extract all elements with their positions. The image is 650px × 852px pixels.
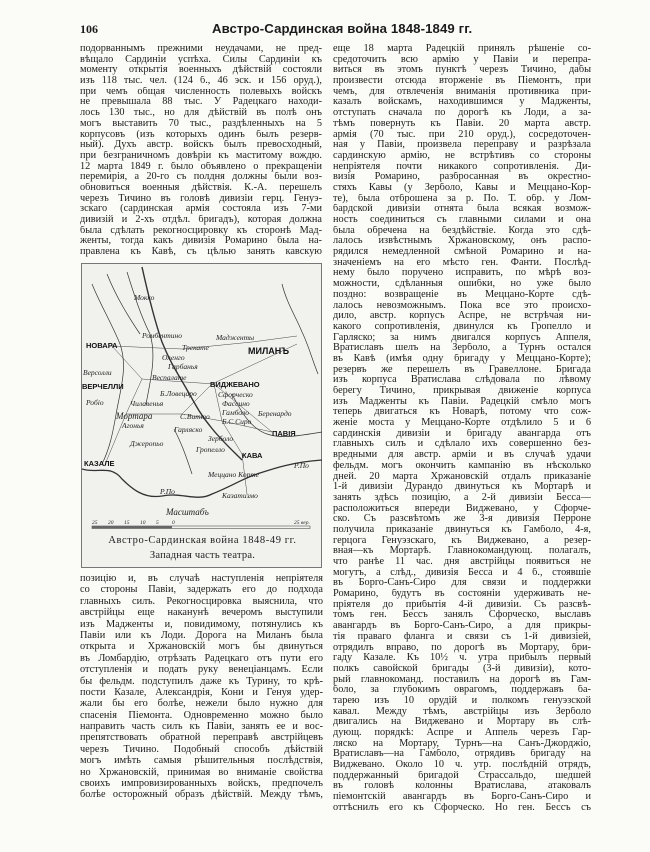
text-line: кавал. Между тѣмъ, австрійцы изъ Зерболо [333, 706, 591, 717]
text-line: корпусовъ (изъ которыхъ одинъ былъ резерв- [80, 129, 322, 140]
text-line: была сдѣлать рекогносцировку къ сторонѣ Мад- [80, 225, 322, 236]
map-label: Робіо [86, 398, 104, 407]
text-line: лалось извѣстнымъ Хржановскому, онъ распо- [333, 236, 591, 247]
text-line: какого сопротивленія, двинулся къ Гропелло и [333, 321, 591, 332]
text-line: дней. 20 марта Хржановскій отдалъ приказаніе [333, 471, 591, 482]
text-line: женты, тогда какъ дивизія Ромарино была на- [80, 236, 322, 247]
map-label: Фассино [222, 399, 250, 408]
text-line: дивизій и 2-хъ отдѣл. бригадъ), которая должна [80, 215, 322, 225]
scale-tick: 5 [156, 520, 159, 526]
text-line: томъ ген. Бессъ занялъ Сфорческо, выславъ [333, 610, 591, 621]
text-line: пріятеля до прибытія 4-й дивизіи. Съ разсвѣ- [333, 599, 591, 610]
text-line: 12 марта 1849 г. было объявлено о прекращеніи [80, 161, 322, 172]
text-line: при безграничномъ довѣріи къ маститому вождю. [80, 150, 322, 161]
text-line: что ранѣе 11 час. дня австрійцы появиться не [333, 557, 591, 567]
text-line: казалъ войскамъ, находившимся у Мадженты, [333, 97, 591, 108]
text-line: но Хржановскій, принимая во вниманіе свойства [80, 766, 323, 778]
map-label: Беренардо [258, 409, 292, 418]
text-line: тарею изъ 10 орудій и полкомъ генуэзской [333, 695, 591, 706]
text-line: получила приказаніе двинуться къ Гамболо, 4-я, [333, 524, 591, 535]
text-line: въ Борго-Санъ-Сиро для связи и поддержки [333, 578, 591, 589]
text-line: произвести отсюда вторженіе въ Піемонтъ, при [333, 76, 591, 87]
text-line: ско. Съ разсвѣтомъ же 3-я дивизія Перроне [333, 514, 591, 525]
text-line: рый главнокоманд. поставилъ на дорогѣ въ Гам- [333, 674, 591, 685]
text-line: австрійцы еще наканунѣ вечеромъ выступили [80, 607, 323, 619]
text-line: изъ Мадженты къ Павіи. Радецкій смѣло могъ [333, 396, 591, 407]
map-label: НОВАРА [86, 341, 118, 350]
map-drawing [82, 264, 323, 569]
text-line: изъ Мадженты и, повидимому, потянулись къ [80, 618, 323, 630]
text-line: изъ корпуса Вратислава слѣдовала по лѣвому [333, 375, 591, 386]
map-label: Казатизмо [222, 491, 258, 500]
scale-end: 25 вер. [294, 520, 310, 526]
text-line: спасенія Піемонта. Одновременно можно было [80, 709, 323, 721]
text-line: чемъ, для отвлеченія вниманія противника при- [333, 86, 591, 97]
map-label: Трекате [182, 343, 209, 352]
text-line: въ Ломбардію, отрѣзать Радецкаго отъ пути его [80, 652, 323, 664]
text-line: жали бы его болѣе, нежели было нужно для [80, 698, 323, 710]
text-line: ный). Духъ австр. войскъ былъ превосходный, [80, 140, 322, 151]
map-label: Б.С.Сиро [222, 417, 252, 426]
map-label: Гарбанья [168, 362, 198, 371]
text-line: Павіи или къ Лоди. Дорога на Миланъ была [80, 629, 323, 641]
map-label: Оленго [162, 353, 185, 362]
text-line: позицію и, въ случаѣ наступленія непріятеля [80, 573, 323, 584]
text-line: виться въ этомъ пунктѣ черезъ Тичино, дабы [333, 65, 591, 76]
text-line: бы фельдм. подступилъ даже къ Турину, то крѣ- [80, 675, 323, 687]
scale-bar-fill [92, 526, 172, 529]
text-line: рядился немедленной смѣной Ромарино и на- [333, 247, 591, 258]
text-line: расположиться впереди Виджевано, у Сфорче- [333, 503, 591, 514]
text-line: визія Ромарино, разбросанная въ окрестно- [333, 172, 591, 183]
text-line: поддержанный бригадой Страссальдо, шедшей [333, 770, 591, 781]
map-caption-title: Австро-Сардинская война 1848-49 гг. [108, 535, 297, 546]
right-column-text [333, 44, 591, 814]
text-line: обновиться военныя дѣйствія. К.-А. перешелъ [80, 182, 322, 193]
text-line: боло, за глубокимъ оврагомъ, поддержавъ ба- [333, 685, 591, 696]
text-line: открыта и Хржановскій могъ бы двинуться [80, 641, 323, 653]
text-line: отрядилъ вправо, по дорогѣ въ Мортару, бри- [333, 642, 591, 653]
text-line: тія праваго фланга и связи съ 1-й дивизіей, [333, 631, 591, 642]
text-line: ная у Павіи, произвела переправу и разрѣзала [333, 140, 591, 151]
map-label: Меццано Корте [208, 470, 259, 479]
map-figure [81, 263, 322, 568]
text-line: тѣмъ повернуть къ Павіи. 20 марта австр. [333, 118, 591, 129]
text-line: фельдм. могъ окончить кампанію въ нѣсколько [333, 460, 591, 471]
text-line: черезъ Тичино. Подобный способъ дѣйствій [80, 743, 323, 755]
text-line: могъ имѣть самыя рѣшительныя послѣдствія, [80, 755, 323, 767]
text-line: отступать сначала по дорогѣ къ Лоди, а за- [333, 108, 591, 119]
left-column-top-text [80, 44, 322, 258]
text-line: поздно: возвращеніе въ Меццано-Корте сдѣ- [333, 289, 591, 300]
map-label: С.Витто [180, 412, 210, 421]
text-line: правлена къ Кавѣ, съ цѣлью занять кавскую [80, 247, 322, 258]
scale-ticks [92, 520, 310, 526]
text-line: полкъ савойской бригады (3-й дивизіи), кото- [333, 663, 591, 674]
text-line: бардской дивизіи отнята была всякая возмож- [333, 204, 591, 215]
text-line: 1-й дивизіи Дурандо двинуться къ Мортарѣ и [333, 482, 591, 493]
river-terdoppio [174, 429, 192, 474]
scale-title: Масштабъ [166, 507, 209, 517]
map-label: Р.По [294, 461, 309, 470]
text-line: дило, австр. корпусъ Аспре, не встрѣчая ни- [333, 311, 591, 322]
text-line: авангардъ въ Борго-Санъ-Сиро, а для прикры- [333, 621, 591, 632]
text-line: Вратиславъ шелъ на Зерболо, а Турнъ остался [333, 343, 591, 354]
text-line: главныхъ силъ. Рекогносцировка выяснила, что [80, 595, 323, 607]
text-line: теперь двигаться къ Новарѣ, потому что сож- [333, 407, 591, 418]
text-line: оттѣснилъ его къ Сфорческо. Но ген. Бессъ съ [333, 802, 591, 813]
text-line: нему было поручено исправить, по мѣрѣ воз- [333, 268, 591, 279]
text-line: могутъ, а слѣд., дивизія Бесса и 4 б., стоявшіе [333, 567, 591, 578]
text-line: болѣе осторожный образъ дѣйствій. Между тѣмъ, [80, 789, 323, 801]
text-line: своихъ импровизированныхъ войскъ, предпочелъ [80, 778, 323, 790]
text-line: непріятеля почти никакого сопротивленія. Ди- [333, 161, 591, 172]
text-line: препятствовать обратной переправѣ австрійцевъ [80, 732, 323, 744]
text-line: Гарляско; за нимъ двигался корпусъ Аппеля, [333, 332, 591, 343]
map-label: Гропелло [196, 445, 225, 454]
map-label: Б.Ловецаро [160, 389, 197, 398]
text-line: стяхъ Кавы (у Зерболо, Кавы и Меццано-Кор- [333, 182, 591, 193]
map-label: КАЗАЛЕ [84, 459, 115, 468]
map-label: Гамболо [222, 408, 249, 417]
scale-tick: 20 [108, 520, 114, 526]
map-label: Мокко [134, 293, 155, 302]
map-label: Мадженты [216, 333, 255, 342]
text-line: можности, сдѣланныя ошибки, но уже было [333, 279, 591, 290]
text-line: те), была отброшена за р. По. Т. обр. у Лом- [333, 193, 591, 204]
text-line: ность соединиться съ главными силами и она [333, 215, 591, 225]
text-line: моменту открытія военныхъ дѣйствій состояли [80, 65, 322, 76]
text-line: Вратиславъ—на Гамболо, отрядивъ бригаду на [333, 749, 591, 760]
map-label: МИЛАНЪ [248, 346, 290, 356]
text-line: въ Кавѣ (имѣя одну бригаду у Меццано-Корте); [333, 353, 591, 364]
text-line: ляско на Мортару, Турнъ—на Санъ-Джорджіо, [333, 738, 591, 749]
map-label: Ромбентино [142, 331, 183, 340]
left-column-bottom-text [80, 573, 323, 801]
text-line: Виджевано. Около 10 ч. утр. послѣдній отрядъ, [333, 760, 591, 771]
text-line: главныхъ силъ и сдѣлало ихъ совершенно без- [333, 439, 591, 450]
map-label: ПАВІЯ [272, 429, 296, 438]
text-line: дующ. порядкѣ: Аспре и Аппель черезъ Гар- [333, 728, 591, 738]
text-line: гаду Казале. Къ 10½ ч. утра прибылъ первый [333, 653, 591, 664]
text-line: вѣщало Сардиніи успѣха. Силы Сардиніи къ [80, 54, 322, 65]
text-line: піемонтскій авангардъ въ Борго-Санъ-Сиро и [333, 792, 591, 803]
map-label: Версолли [83, 368, 112, 377]
river-lambro [282, 284, 318, 374]
map-label: Сфорческо [218, 390, 253, 399]
text-line: армія (70 тыс. при 210 оруд.), сосредоточен- [333, 129, 591, 140]
text-line: герцога Генуэзскаго, къ Виджевано, а резер- [333, 535, 591, 546]
text-line: берегу Тичино, прикрывая движеніе корпуса [333, 386, 591, 396]
text-line: лалось невозможнымъ. Пока все это происхо- [333, 300, 591, 311]
text-line: вредными для австр. арміи и въ случаѣ удачи [333, 450, 591, 461]
text-line: со стороны Павіи, задержать его до подхода [80, 584, 323, 596]
text-line: лось 130 тыс., но для дѣйствій въ полѣ онъ [80, 108, 322, 119]
text-line: перемирія, а 20-го съ полдня должны были воз- [80, 172, 322, 183]
map-label: Зерболо [208, 434, 234, 443]
text-line: значеніемъ на его мѣсто ген. Фанти. Послѣд- [333, 257, 591, 268]
map-label: ВИДЖЕВАНО [210, 380, 260, 389]
text-line: еще 18 марта Радецкій принялъ рѣшеніе со- [333, 44, 591, 54]
text-line: была обречена на бездѣйствіе. Когда это сдѣ- [333, 225, 591, 236]
map-label: Гарляско [174, 425, 203, 434]
river-agogna-upper [107, 274, 140, 334]
text-line: средоточить всю армію у Павіи и перепра- [333, 54, 591, 65]
text-line: черезъ Тичино въ головѣ дивизіи герц. Генуэ- [80, 193, 322, 204]
map-label: Веспалате [152, 373, 187, 382]
running-title: Австро-Сардинская война 1848-1849 гг. [212, 21, 473, 36]
text-line: зскаго (сардинская армія состояла изъ 7-ми [80, 204, 322, 215]
text-line: въ головѣ колонны Вратислава, атаковалъ [333, 781, 591, 792]
text-line: при чемъ общая численность полевыхъ войскъ [80, 86, 322, 97]
text-line: вная—къ Мортарѣ. Главнокомандующ. полагалъ, [333, 546, 591, 557]
map-caption-subtitle: Западная часть театра. [149, 550, 256, 561]
text-line: Ромарино, будутъ въ состояніи удерживать не- [333, 589, 591, 600]
scale-tick: 25 [92, 520, 98, 526]
text-line: двигались на Виджевано и Мортару въ слѣ- [333, 717, 591, 728]
text-line: направить часть силъ къ Павіи, занять ее и вос- [80, 721, 323, 733]
map-label: Агонья [122, 421, 144, 430]
river-po [82, 460, 322, 497]
scale-tick: 0 [172, 520, 175, 526]
text-line: сардинскую армію, не встрѣтивъ со стороны [333, 150, 591, 161]
text-line: отступленія и подать руку венеціанцамъ. Если [80, 664, 323, 676]
map-label: КАВА [242, 451, 263, 460]
map-label: Чилавенья [130, 399, 164, 408]
text-line: изъ 118 тыс. чел. (124 б., 46 эск. и 156 оруд.), [80, 76, 322, 87]
text-line: занять здѣсь позицію, а 2-й дивизіи Бесса— [333, 492, 591, 503]
text-line: не превышала 88 тыс. У Радецкаго находи- [80, 97, 322, 108]
scale-tick: 10 [140, 520, 146, 526]
map-label: Джеропьо [130, 439, 164, 448]
text-line: резервъ же перешелъ въ Гравеллоне. Бригада [333, 364, 591, 375]
text-line: женіе моста у Меццано-Корте отдѣлило 5 и 6 [333, 418, 591, 429]
text-line: сардинскія дивизіи и бригаду авангарда отъ [333, 428, 591, 439]
text-line: пости Казале, Александрія, Кони и Генуя удер- [80, 686, 323, 698]
text-line: могъ выставить 70 тыс., раздѣленныхъ на 5 [80, 118, 322, 129]
text-line: подорваннымъ прежними неудачами, не пред- [80, 44, 322, 54]
map-label: Р.По [160, 487, 175, 496]
scale-tick: 15 [124, 520, 130, 526]
map-label: ВЕРЧЕЛЛИ [82, 382, 124, 391]
map-label: Мортара [116, 411, 153, 421]
page-number: 106 [80, 22, 98, 36]
